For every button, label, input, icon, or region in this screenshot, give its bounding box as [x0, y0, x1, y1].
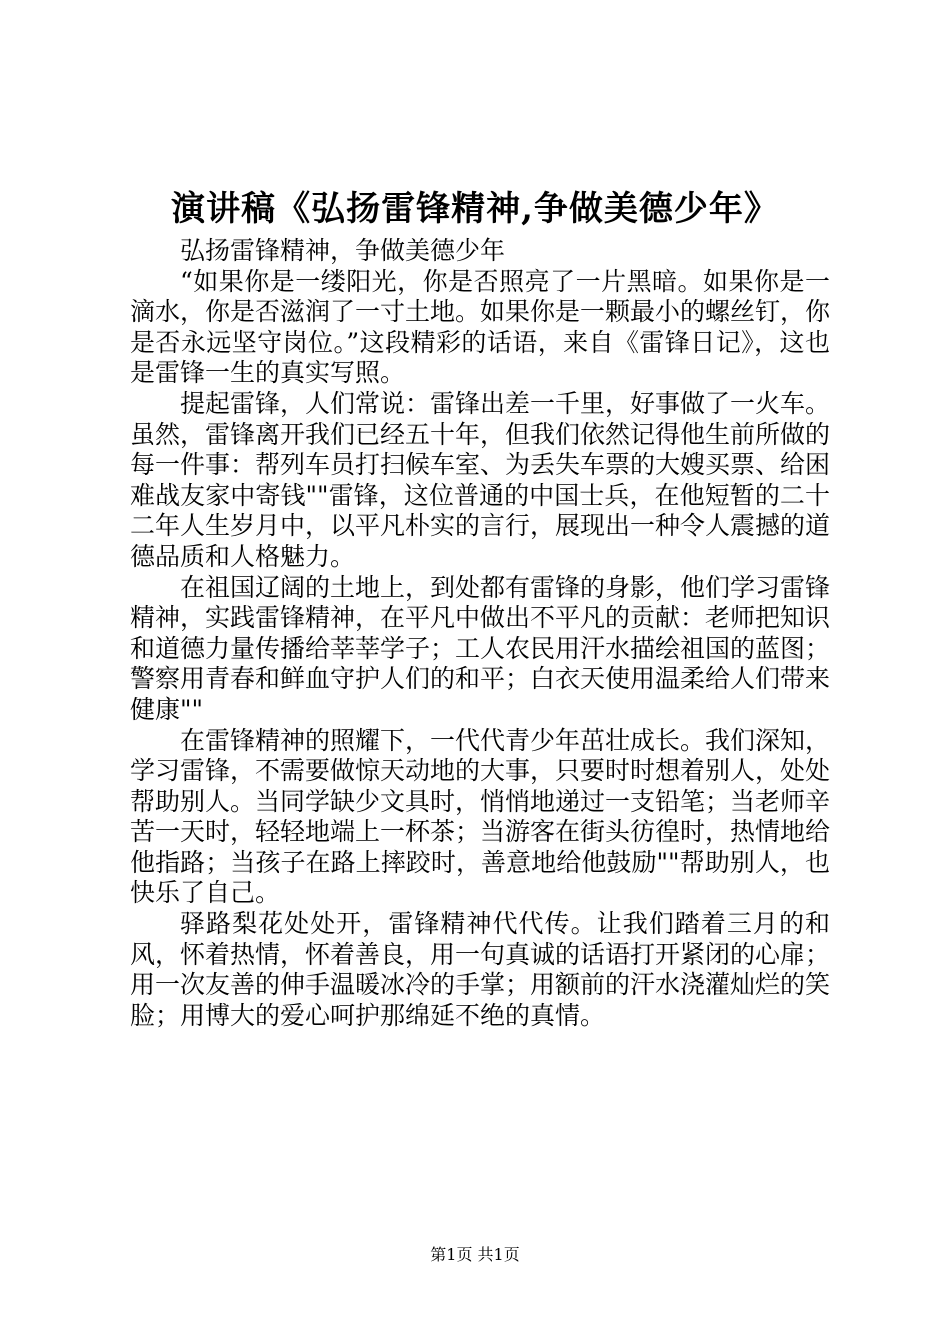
document-title: 演讲稿《弘扬雷锋精神,争做美德少年》 — [171, 189, 779, 229]
document-body — [130, 236, 830, 1031]
subtitle-paragraph: 弘扬雷锋精神，争做美德少年 — [180, 236, 506, 265]
page-number-footer: 第1页 共1页 — [430, 1245, 520, 1264]
body-paragraph-3: 在祖国辽阔的土地上，到处都有雷锋的身影，他们学习雷锋精神，实践雷锋精神，在平凡中做出不平凡的贡献：老师把知识和道德力量传播给莘莘学子；工人农民用汗水描绘祖国的蓝图；警察用青春和鲜血守护人们的和平；白衣天使用温柔给人们带来健康"" — [130, 572, 831, 724]
body-paragraph-4: 在雷锋精神的照耀下，一代代青少年茁壮成长。我们深知，学习雷锋，不需要做惊天动地的大事，只要时时想着别人，处处帮助别人。当同学缺少文具时，悄悄地递过一支铅笔；当老师辛苦一天时，轻轻地端上一杯茶；当游客在街头彷徨时，热情地给他指路；当孩子在路上摔跤时，善意地给他鼓励""帮助别人，也快乐了自己。 — [130, 725, 831, 908]
body-paragraph-2: 提起雷锋，人们常说：雷锋出差一千里，好事做了一火车。虽然，雷锋离开我们已经五十年，但我们依然记得他生前所做的每一件事：帮列车员打扫候车室、为丢失车票的大嫂买票、给困难战友家中寄钱""雷锋，这位普通的中国士兵，在他短暂的二十二年人生岁月中，以平凡朴实的言行，展现出一种令人震撼的道德品质和人格魅力。 — [130, 388, 831, 571]
body-paragraph-5: 驿路梨花处处开，雷锋精神代代传。让我们踏着三月的和风，怀着热情，怀着善良，用一句真诚的话语打开紧闭的心扉；用一次友善的伸手温暖冰冷的手掌；用额前的汗水浇灌灿烂的笑脸；用博大的爱心呵护那绵延不绝的真情。 — [130, 909, 831, 1030]
body-paragraph-1: “如果你是一缕阳光，你是否照亮了一片黑暗。如果你是一滴水，你是否滋润了一寸土地。如果你是一颗最小的螺丝钉，你是否永远坚守岗位。”这段精彩的话语，来自《雷锋日记》，这也是雷锋一生的真实写照。 — [130, 266, 831, 388]
